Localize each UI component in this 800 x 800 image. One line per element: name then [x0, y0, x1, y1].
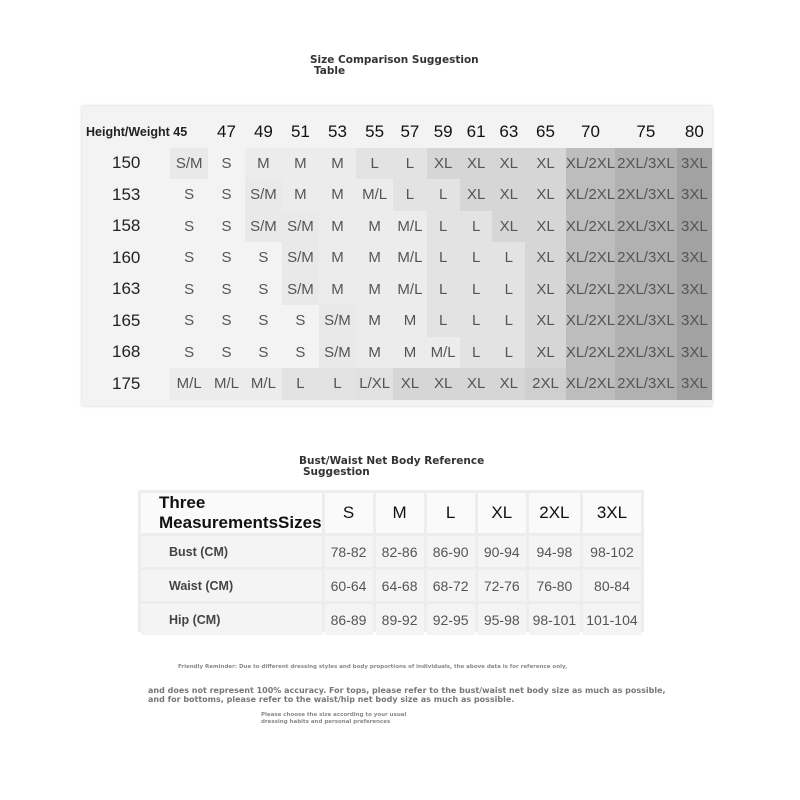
size-header: 3XL — [583, 493, 641, 533]
measurement-value: 80-84 — [583, 570, 641, 601]
size-cell: S — [245, 305, 282, 337]
size-grid — [82, 116, 712, 400]
size-row — [82, 337, 712, 369]
size-cell: L — [460, 305, 493, 337]
size-cell: XL — [492, 211, 525, 243]
measurement-value: 94-98 — [529, 536, 580, 567]
body-chart-title — [299, 456, 519, 478]
size-cell: M/L — [208, 368, 245, 400]
size-row — [82, 368, 712, 400]
measurement-value: 101-104 — [583, 604, 641, 635]
size-cell: M — [356, 242, 393, 274]
size-cell: 3XL — [677, 148, 712, 180]
size-cell: S — [170, 211, 208, 243]
measurement-label: Bust (CM) — [141, 536, 322, 567]
height-label: 175 — [111, 373, 141, 393]
size-cell: M — [319, 211, 356, 243]
size-chart-title-line1: Size Comparison Suggestion — [310, 54, 479, 66]
measurement-value: 89-92 — [376, 604, 424, 635]
size-cell: S — [170, 274, 208, 306]
size-cell: S/M — [245, 211, 282, 243]
size-cell: XL — [525, 274, 566, 306]
size-cell: 2XL/3XL — [615, 337, 677, 369]
size-header: S — [325, 493, 373, 533]
size-cell: M/L — [356, 179, 393, 211]
size-cell: S — [282, 305, 319, 337]
size-cell: M/L — [427, 337, 460, 369]
size-row — [82, 305, 712, 337]
measurement-value: 86-89 — [325, 604, 373, 635]
reminder-line-3 — [261, 712, 406, 726]
height-label: 168 — [111, 342, 141, 362]
size-cell: S/M — [245, 179, 282, 211]
weight-header: 70 — [581, 121, 600, 141]
size-cell: M/L — [170, 368, 208, 400]
size-cell: 2XL/3XL — [615, 242, 677, 274]
size-cell: S — [245, 274, 282, 306]
size-cell: XL — [492, 179, 525, 211]
body-header-row — [141, 493, 641, 533]
size-cell: S — [208, 242, 245, 274]
size-cell: M — [282, 148, 319, 180]
size-cell: L — [460, 274, 493, 306]
measurement-value: 72-76 — [478, 570, 526, 601]
size-cell: L — [319, 368, 356, 400]
weight-header: 55 — [365, 121, 385, 141]
measurement-value: 98-102 — [583, 536, 641, 567]
size-cell: XL/2XL — [566, 179, 615, 211]
size-cell: L — [492, 305, 525, 337]
size-cell: S/M — [282, 274, 319, 306]
measurement-row — [141, 570, 641, 601]
size-cell: M/L — [393, 211, 426, 243]
size-cell: L — [356, 148, 393, 180]
weight-header: 61 — [466, 121, 486, 141]
measurement-value: 82-86 — [376, 536, 424, 567]
size-cell: XL/2XL — [566, 148, 615, 180]
size-cell: M — [356, 337, 393, 369]
body-chart-title-line2: Suggestion — [303, 466, 370, 478]
reminder-line-3b: dressing habits and personal preferences — [261, 719, 391, 725]
size-cell: S — [208, 337, 245, 369]
weight-header: 53 — [327, 121, 347, 141]
size-cell: XL/2XL — [566, 242, 615, 274]
size-cell: L — [393, 148, 426, 180]
size-cell: XL — [525, 337, 566, 369]
size-cell: 3XL — [677, 242, 712, 274]
measurement-value: 60-64 — [325, 570, 373, 601]
size-cell: S — [245, 337, 282, 369]
size-cell: L — [427, 211, 460, 243]
size-cell: 3XL — [677, 368, 712, 400]
size-cell: L — [460, 337, 493, 369]
weight-header: 59 — [433, 121, 453, 141]
size-cell: L — [427, 242, 460, 274]
size-row — [82, 242, 712, 274]
size-cell: XL — [492, 148, 525, 180]
size-chart-title — [310, 55, 510, 77]
size-cell: 2XL/3XL — [615, 211, 677, 243]
size-row — [82, 148, 712, 180]
size-cell: L — [460, 211, 493, 243]
size-cell: M — [356, 274, 393, 306]
size-cell: 2XL/3XL — [615, 179, 677, 211]
size-cell: 3XL — [677, 337, 712, 369]
size-row — [82, 179, 712, 211]
size-cell: XL — [460, 148, 493, 180]
weight-header: 47 — [217, 121, 236, 141]
size-cell: M — [319, 179, 356, 211]
size-row — [82, 211, 712, 243]
size-cell: L — [427, 179, 460, 211]
size-cell: L — [492, 242, 525, 274]
size-cell: M — [282, 179, 319, 211]
size-cell: XL — [460, 368, 493, 400]
weight-header: 65 — [536, 121, 555, 141]
weight-header: 49 — [253, 121, 273, 141]
size-cell: L/XL — [356, 368, 393, 400]
size-cell: S/M — [282, 242, 319, 274]
size-cell: S — [208, 179, 245, 211]
body-grid — [138, 490, 644, 638]
measurement-value: 76-80 — [529, 570, 580, 601]
reminder-line-1: Friendly Reminder: Due to different dressing styles and body proportions of individuals, the above data is for reference only, — [178, 664, 568, 670]
size-cell: XL/2XL — [566, 368, 615, 400]
size-header: L — [427, 493, 475, 533]
size-cell: XL — [525, 305, 566, 337]
height-label: 150 — [111, 153, 141, 173]
corner-label: Height/Weight 45 — [86, 124, 188, 139]
height-label: 158 — [111, 216, 141, 236]
size-cell: 2XL/3XL — [615, 305, 677, 337]
size-cell: XL — [460, 179, 493, 211]
measurement-label: Hip (CM) — [141, 604, 322, 635]
size-cell: M — [393, 337, 426, 369]
size-header: M — [376, 493, 424, 533]
size-cell: XL — [427, 148, 460, 180]
height-label: 163 — [111, 279, 141, 299]
size-cell: XL — [492, 368, 525, 400]
measurement-value: 78-82 — [325, 536, 373, 567]
size-cell: S — [245, 242, 282, 274]
size-cell: 2XL/3XL — [615, 274, 677, 306]
size-cell: 3XL — [677, 179, 712, 211]
size-cell: XL — [525, 179, 566, 211]
height-label: 160 — [111, 247, 141, 267]
size-cell: XL/2XL — [566, 211, 615, 243]
measurement-row — [141, 536, 641, 567]
reminder-line-2: and does not represent 100% accuracy. For tops, please refer to the bust/waist net body size as much as possible, and for bottoms, please refer to the waist/hip net body size as much as possible. — [148, 686, 666, 704]
size-cell: M/L — [393, 274, 426, 306]
size-cell: XL — [525, 148, 566, 180]
size-cell: XL/2XL — [566, 337, 615, 369]
measurement-label: Waist (CM) — [141, 570, 322, 601]
weight-header: 57 — [400, 121, 420, 141]
weight-header: 51 — [290, 121, 310, 141]
measurement-value: 68-72 — [427, 570, 475, 601]
size-cell: XL — [427, 368, 460, 400]
measurement-value: 98-101 — [529, 604, 580, 635]
size-cell: 2XL — [525, 368, 566, 400]
size-header-row — [82, 116, 712, 148]
size-cell: S/M — [282, 211, 319, 243]
size-cell: S — [170, 305, 208, 337]
size-cell: M/L — [393, 242, 426, 274]
size-cell: L — [427, 305, 460, 337]
size-cell: S — [170, 337, 208, 369]
size-cell: M/L — [245, 368, 282, 400]
size-cell: M — [245, 148, 282, 180]
size-cell: S — [208, 274, 245, 306]
size-cell: S — [208, 148, 245, 180]
size-comparison-table — [82, 106, 712, 406]
size-row — [82, 274, 712, 306]
weight-header: 63 — [499, 121, 519, 141]
measurement-row — [141, 604, 641, 635]
size-cell: S — [208, 211, 245, 243]
size-cell: L — [460, 242, 493, 274]
size-cell: S — [208, 305, 245, 337]
size-cell: L — [492, 274, 525, 306]
size-cell: S/M — [319, 337, 356, 369]
size-cell: M — [356, 305, 393, 337]
reminder-line-3a: Please choose the size according to your usual — [261, 712, 407, 718]
body-reference-table — [138, 490, 644, 632]
size-cell: L — [393, 179, 426, 211]
size-cell: L — [282, 368, 319, 400]
size-cell: 3XL — [677, 305, 712, 337]
size-cell: L — [427, 274, 460, 306]
size-header: XL — [478, 493, 526, 533]
height-label: 165 — [111, 310, 141, 330]
measurement-value: 64-68 — [376, 570, 424, 601]
size-cell: S — [170, 242, 208, 274]
size-cell: XL/2XL — [566, 274, 615, 306]
weight-header: 75 — [636, 121, 656, 141]
size-chart-title-line2: Table — [314, 65, 346, 77]
size-cell: XL/2XL — [566, 305, 615, 337]
measurement-value: 90-94 — [478, 536, 526, 567]
size-cell: XL — [525, 211, 566, 243]
size-cell: 2XL/3XL — [615, 368, 677, 400]
size-cell: 3XL — [677, 211, 712, 243]
size-cell: S — [282, 337, 319, 369]
size-cell: 2XL/3XL — [615, 148, 677, 180]
size-cell: M — [319, 274, 356, 306]
body-chart-title-line1: Bust/Waist Net Body Reference — [299, 455, 485, 467]
size-cell: M — [319, 242, 356, 274]
size-cell: M — [393, 305, 426, 337]
size-cell: S — [170, 179, 208, 211]
measurement-value: 86-90 — [427, 536, 475, 567]
measurement-corner-label: Three MeasurementsSizes — [141, 493, 322, 533]
size-cell: L — [492, 337, 525, 369]
height-label: 153 — [111, 184, 141, 204]
size-cell: 3XL — [677, 274, 712, 306]
measurement-value: 92-95 — [427, 604, 475, 635]
size-cell: XL — [525, 242, 566, 274]
size-cell: M — [356, 211, 393, 243]
size-header: 2XL — [529, 493, 580, 533]
size-cell: XL — [393, 368, 426, 400]
weight-header: 80 — [684, 121, 704, 141]
size-cell: S/M — [319, 305, 356, 337]
size-cell: M — [319, 148, 356, 180]
size-cell: S/M — [170, 148, 208, 180]
measurement-value: 95-98 — [478, 604, 526, 635]
